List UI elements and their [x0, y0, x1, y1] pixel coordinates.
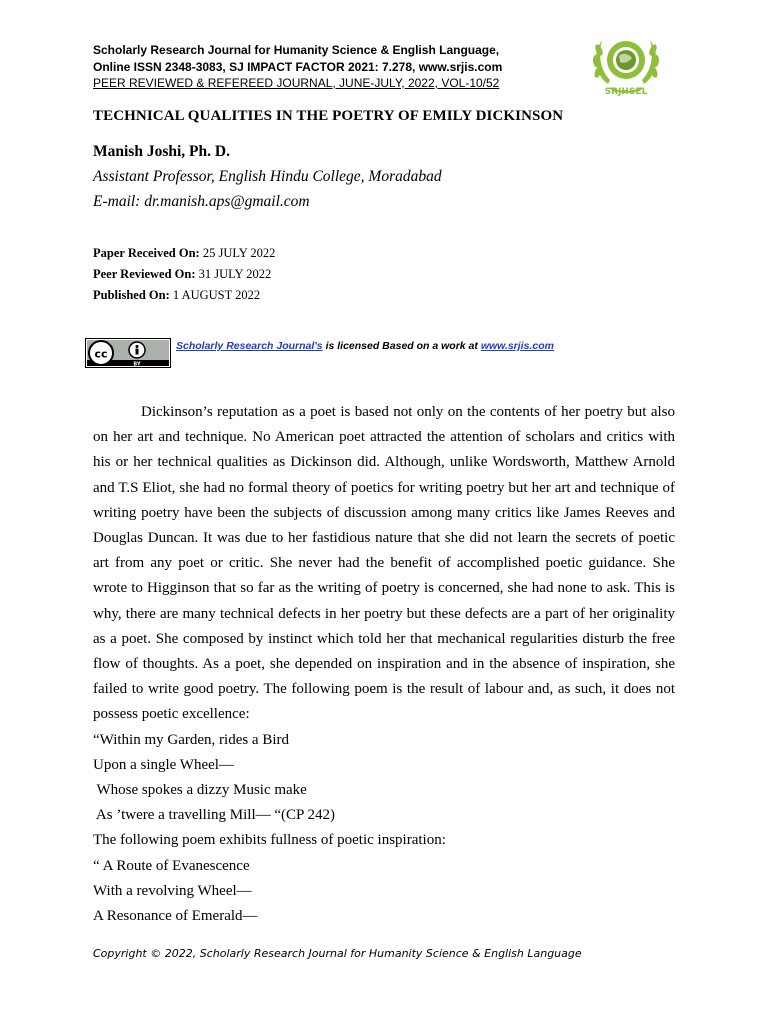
body-paragraph: Dickinson’s reputation as a poet is based not only on the contents of her poetry but also on her art and technique. No American poet attracted the attention of scholars and critics with his or her technical qualities as Dickinson did. Although, unlike Wordsworth, Matthew Arnold and T.S Eliot, she had no formal theory of poetics for writing poetry but her art and technique of writing poetry have been the subjects of discussion among many critics like James Reeves and Douglas Duncan. It was due to her fastidious nature that she did not learn the secrets of poetic art from any poet or critic. She never had the benefit of accomplished poetic guidance. She wrote to Higginson that so far as the writing of poetry is concerned, she had none to ask. This is why, there are many technical defects in her poetry but these defects are a part of her originality as a poet. She composed by instinct which told her that mechanical regularities disturb the free flow of thoughts. As a poet, she depended on inspiration and in the absence of inspiration, she failed to write good poetry. The following poem is the result of labour and, as such, it does not possess poetic excellence:: [93, 404, 675, 723]
poem-line: Whose spokes a dizzy Music make: [93, 782, 307, 799]
paper-title: TECHNICAL QUALITIES IN THE POETRY OF EMILY DICKINSON: [93, 108, 564, 124]
poem-excerpt-2: [93, 854, 675, 930]
poem-line: A Resonance of Emerald—: [93, 908, 258, 925]
poem-excerpt-1: [93, 728, 675, 829]
publication-dates: [93, 243, 275, 306]
journal-name: Scholarly Research Journal for Humanity Science & English Language,: [93, 43, 500, 57]
poem-line: “Within my Garden, rides a Bird: [93, 731, 290, 748]
author-affiliation: Assistant Professor, English Hindu College, Moradabad: [93, 168, 442, 185]
srjis-site-link[interactable]: www.srjis.com: [480, 340, 554, 352]
author-name: Manish Joshi, Ph. D.: [93, 143, 230, 160]
transition-line: The following poem exhibits fullness of poetic inspiration:: [93, 832, 446, 849]
poem-line: Upon a single Wheel—: [93, 756, 234, 773]
date-reviewed: Peer Reviewed On: 31 JULY 2022: [93, 267, 272, 281]
date-published: Published On: 1 AUGUST 2022: [93, 288, 261, 302]
date-received: Paper Received On: 25 JULY 2022: [93, 246, 276, 260]
journal-volume: PEER REVIEWED & REFEREED JOURNAL, JUNE-JULY, 2022, VOL-10/52: [93, 76, 500, 90]
journal-logo-icon: [586, 28, 666, 100]
journal-issn: Online ISSN 2348-3083, SJ IMPACT FACTOR 2021: 7.278, www.srjis.com: [93, 59, 503, 74]
author-email: E-mail: dr.manish.aps@gmail.com: [93, 193, 310, 210]
cc-by-license-icon: [85, 338, 171, 368]
copyright-footer: Copyright © 2022, Scholarly Research Journal for Humanity Science & English Language: [93, 947, 582, 960]
poem-line: “ A Route of Evanescence: [93, 857, 250, 874]
journal-header: [93, 42, 573, 92]
journal-license-link[interactable]: Scholarly Research Journal's: [176, 340, 323, 352]
article-body: [93, 400, 675, 929]
license-statement: Scholarly Research Journal's is licensed Based on a work at www.srjis.com: [176, 340, 554, 352]
logo-text: SRJHSEL: [604, 87, 648, 97]
svg-text:BY: BY: [133, 361, 141, 368]
poem-line: As ’twere a travelling Mill— “(CP 242): [93, 807, 336, 824]
svg-text:cc: cc: [94, 347, 108, 361]
poem-line: With a revolving Wheel—: [93, 882, 252, 899]
